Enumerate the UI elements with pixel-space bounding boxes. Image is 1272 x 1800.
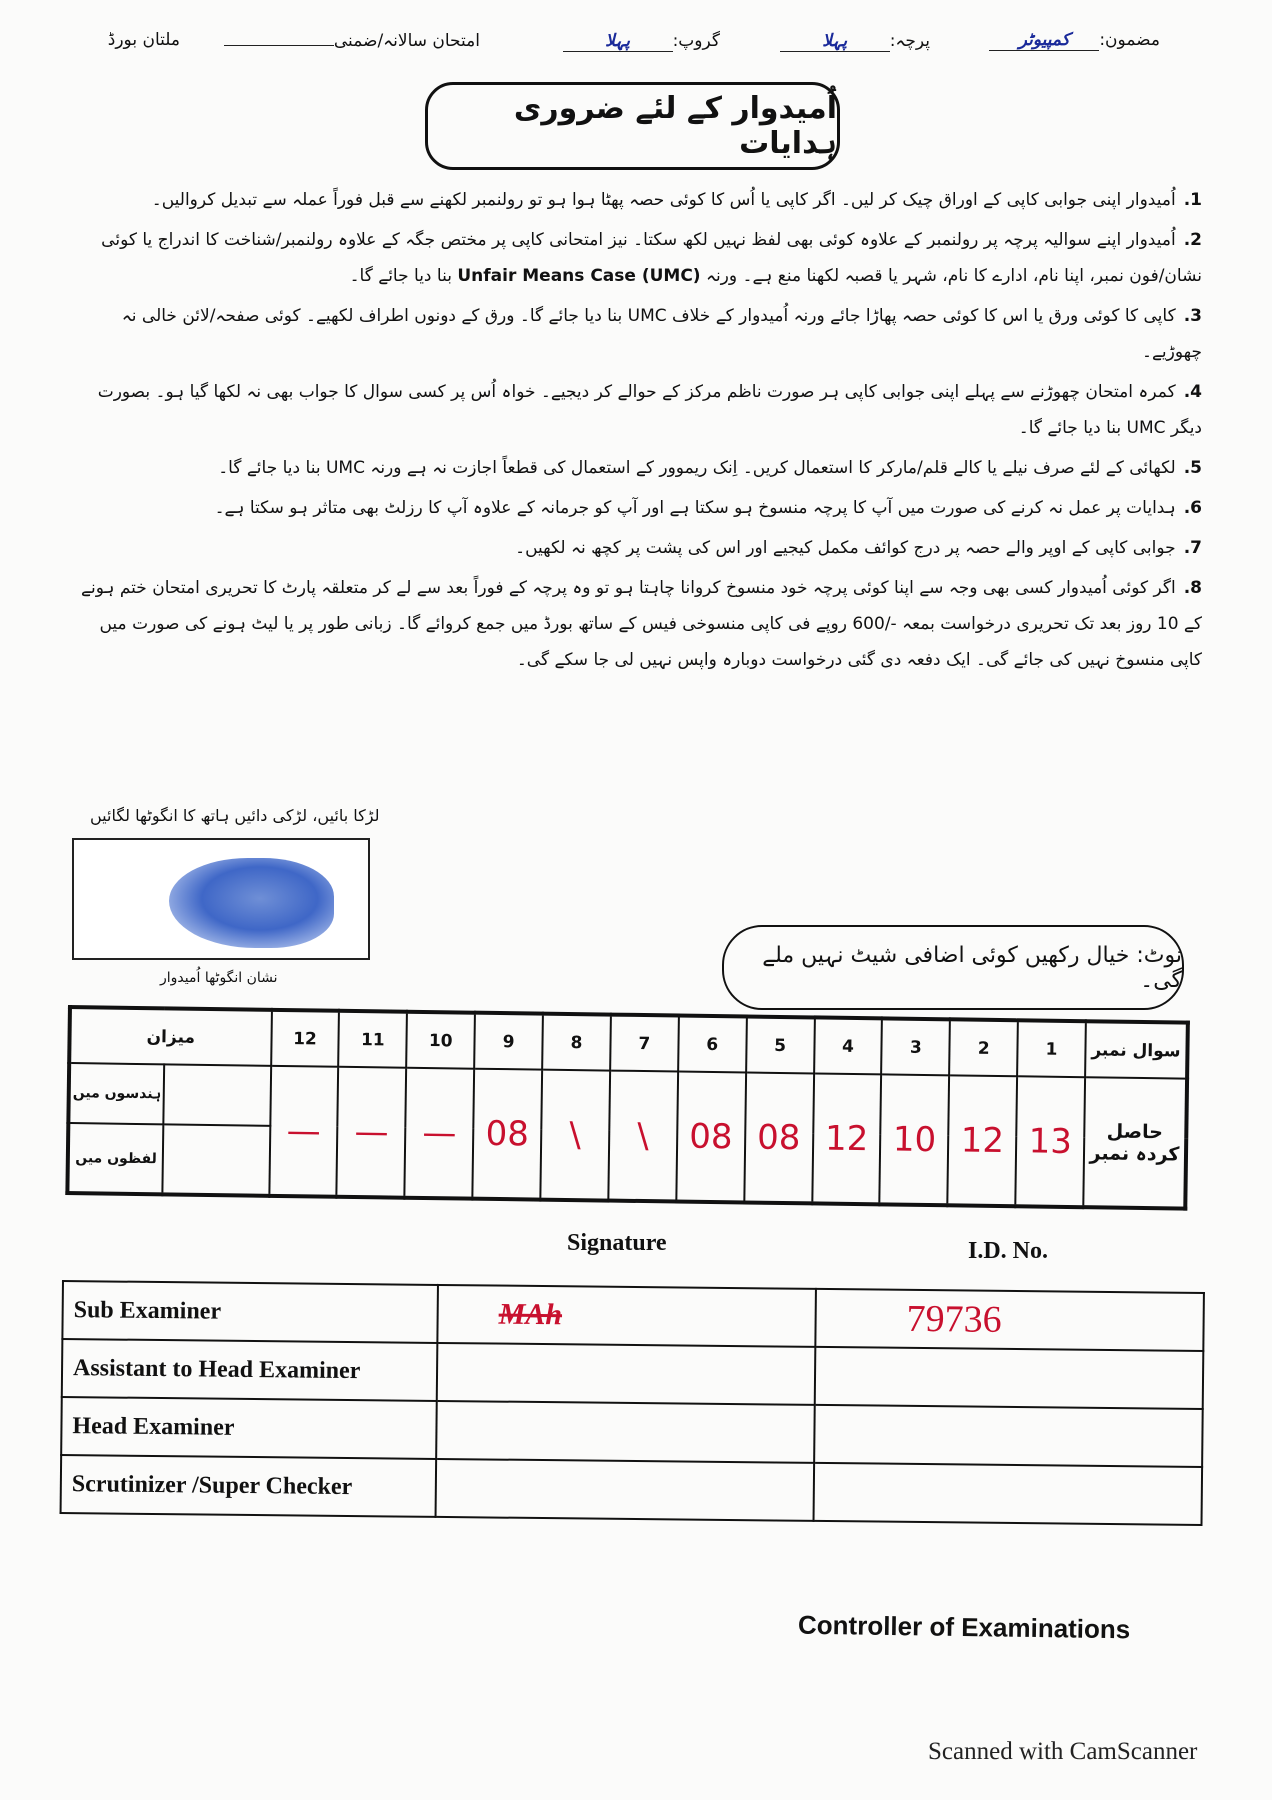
- subject-label: مضمون:: [1099, 30, 1160, 50]
- in-words-label: لفظوں میں: [67, 1123, 163, 1194]
- instruction-8: 8.اگر کوئی اُمیدوار کسی بھی وجہ سے اپنا کوئی پرچہ خود منسوخ کروانا چاہتا ہو تو وہ پرچہ کے فوراً بعد سے لے کر متعلقہ پارٹ کا تحریری امتحان ختم ہونے کے 10 روز بعد تک تحریری درخواست بمعہ -/600 روپے فی کاپی منسوخی فیس کے ساتھ بورڈ میں جمع کروائے گا۔ زبانی طور پر یا لیٹ ہونے کی صورت میں کاپی منسوخ نہیں کی جائے گی۔ ایک دفعہ دی گئی درخواست دوبارہ واپس نہیں لی جا سکے گی۔: [81, 578, 1202, 670]
- instruction-5: 5.لکھائی کے لئے صرف نیلے یا کالے قلم/مارکر کا استعمال کریں۔ اِنک ریموور کے استعمال کی قطعاً اجازت نہ ہے ورنہ UMC بنا دیا جائے گا۔: [218, 458, 1202, 478]
- thumbprint-image: [169, 858, 334, 948]
- q-header: 3: [882, 1018, 951, 1075]
- role-label: Assistant to Head Examiner: [62, 1339, 438, 1401]
- role-label: Head Examiner: [61, 1397, 437, 1459]
- subject-field: [989, 30, 1160, 51]
- board-name: ملتان بورڈ: [107, 30, 180, 50]
- mark-cell[interactable]: 13: [1015, 1076, 1085, 1207]
- mark-cell[interactable]: \: [540, 1070, 610, 1201]
- mark-cell[interactable]: \: [608, 1071, 678, 1202]
- paper-label: پرچہ:: [889, 31, 930, 51]
- exam-type-value[interactable]: [224, 45, 334, 46]
- mark-cell[interactable]: 12: [948, 1075, 1018, 1206]
- id-cell[interactable]: [815, 1347, 1204, 1409]
- id-cell[interactable]: [814, 1463, 1203, 1525]
- mark-cell[interactable]: 08: [472, 1069, 542, 1200]
- signature-cell[interactable]: MAh: [437, 1285, 816, 1347]
- q-header: 9: [474, 1013, 543, 1070]
- group-value[interactable]: پہلا: [563, 30, 673, 52]
- instructions-title: اُمیدوار کے لئے ضروری ہدایات: [425, 82, 840, 170]
- thumb-instruction: لڑکا بائیں، لڑکی دائیں ہاتھ کا انگوٹھا لگائیں: [90, 806, 380, 825]
- instruction-1: 1.اُمیدوار اپنی جوابی کاپی کے اوراق چیک کر لیں۔ اگر کاپی یا اُس کا کوئی حصہ پھٹا ہوا ہو تو رولنمبر لکھنے سے قبل فوراً عملہ سے تبدیل کروالیں۔: [151, 190, 1202, 210]
- q-header: 2: [949, 1019, 1018, 1076]
- instruction-4: 4.کمرہ امتحان چھوڑنے سے پہلے اپنی جوابی کاپی ہر صورت ناظم مرکز کے حوالے کر دیجیے۔ خواہ اُس پر کسی سوال کا جواب بھی نہ لکھا گیا ہو۔ بصورت دیگر UMC بنا دیا جائے گا۔: [97, 382, 1202, 438]
- instruction-3: 3.کاپی کا کوئی ورق یا اس کا کوئی حصہ پھاڑا جائے ورنہ اُمیدوار کے خلاف UMC بنا دیا جائے گا۔ ورق کے دونوں اطراف لکھیے۔ کوئی صفحہ/لائن خالی نہ چھوڑیے۔: [121, 306, 1202, 362]
- group-label: گروپ:: [672, 31, 720, 51]
- total-header: میزان: [69, 1007, 271, 1066]
- mark-cell[interactable]: 08: [676, 1072, 746, 1203]
- mark-cell[interactable]: —: [269, 1066, 339, 1197]
- group-field: [563, 30, 720, 52]
- q-header: 4: [814, 1017, 883, 1074]
- q-header: 8: [542, 1014, 611, 1071]
- exam-type-field: [224, 30, 480, 51]
- instruction-7: 7.جوابی کاپی کے اوپر والے حصہ پر درج کوائف مکمل کیجیے اور اس کی پشت پر کچھ نہ لکھیں۔: [515, 538, 1202, 558]
- instruction-6: 6.ہدایات پر عمل نہ کرنے کی صورت میں آپ کا پرچہ منسوخ ہو سکتا ہے اور آپ کو جرمانہ کے علاوہ آپ کا رزلٹ بھی متاثر ہو سکتا ہے۔: [214, 498, 1202, 518]
- mark-cell[interactable]: —: [405, 1068, 475, 1199]
- id-header: I.D. No.: [968, 1238, 1049, 1264]
- signature-cell[interactable]: [437, 1343, 816, 1405]
- controller-of-examinations: Controller of Examinations: [797, 1609, 1131, 1645]
- mark-cell[interactable]: —: [337, 1067, 407, 1198]
- signature-cell[interactable]: [436, 1401, 815, 1463]
- marks-table: [65, 1005, 1190, 1211]
- mark-cell[interactable]: 12: [812, 1073, 882, 1204]
- thumb-caption: نشان انگوٹھا اُمیدوار: [160, 970, 278, 986]
- signature-table: [60, 1280, 1205, 1526]
- signature-headers: [0, 1230, 1272, 1270]
- total-digits-cell[interactable]: [164, 1064, 271, 1125]
- obtained-marks-header: حاصل کردہ نمبر: [1083, 1077, 1187, 1208]
- in-digits-label: ہندسوں میں: [68, 1063, 164, 1124]
- thumbprint-box: [72, 838, 370, 960]
- scanner-watermark: Scanned with CamScanner: [928, 1738, 1198, 1765]
- q-header: 6: [678, 1016, 747, 1073]
- q-header: 1: [1017, 1020, 1086, 1077]
- q-header: 5: [746, 1016, 815, 1073]
- signature-cell[interactable]: [436, 1459, 815, 1521]
- q-header: 12: [271, 1010, 340, 1067]
- instruction-2: 2.اُمیدوار اپنے سوالیہ پرچہ پر رولنمبر کے علاوہ کوئی بھی لفظ نہیں لکھ سکتا۔ نیز امتحانی کاپی پر مختص جگہ کے علاوہ رولنمبر/شناخت کا اندراج یا کوئی نشان/فون نمبر، اپنا نام، ادارے کا نام، شہر یا قصبہ لکھنا منع ہے۔ ورنہ Unfair Means Case (UMC) بنا دیا جائے گا۔: [101, 230, 1202, 286]
- id-cell[interactable]: [814, 1405, 1203, 1467]
- q-header: 7: [610, 1015, 679, 1072]
- paper-value[interactable]: پہلا: [780, 30, 890, 52]
- role-label: Sub Examiner: [62, 1281, 438, 1343]
- instructions-list: [62, 182, 1202, 682]
- q-header: 11: [339, 1011, 408, 1068]
- q-header: 10: [406, 1012, 475, 1069]
- total-words-cell[interactable]: [163, 1124, 270, 1195]
- signature-header: Signature: [567, 1230, 667, 1256]
- note: نوٹ: خیال رکھیں کوئی اضافی شیٹ نہیں ملے گی۔: [722, 925, 1184, 1010]
- id-cell[interactable]: 79736: [815, 1289, 1204, 1351]
- signature-row: [61, 1455, 1203, 1525]
- exam-type-label: امتحان سالانہ/ضمنی: [333, 31, 480, 51]
- question-number-header: سوال نمبر: [1085, 1021, 1188, 1078]
- subject-value[interactable]: کمپیوٹر: [989, 30, 1099, 51]
- header: [60, 30, 1160, 70]
- role-label: Scrutinizer /Super Checker: [61, 1455, 437, 1517]
- mark-cell[interactable]: 08: [744, 1072, 814, 1203]
- paper-field: [780, 30, 930, 52]
- mark-cell[interactable]: 10: [880, 1074, 950, 1205]
